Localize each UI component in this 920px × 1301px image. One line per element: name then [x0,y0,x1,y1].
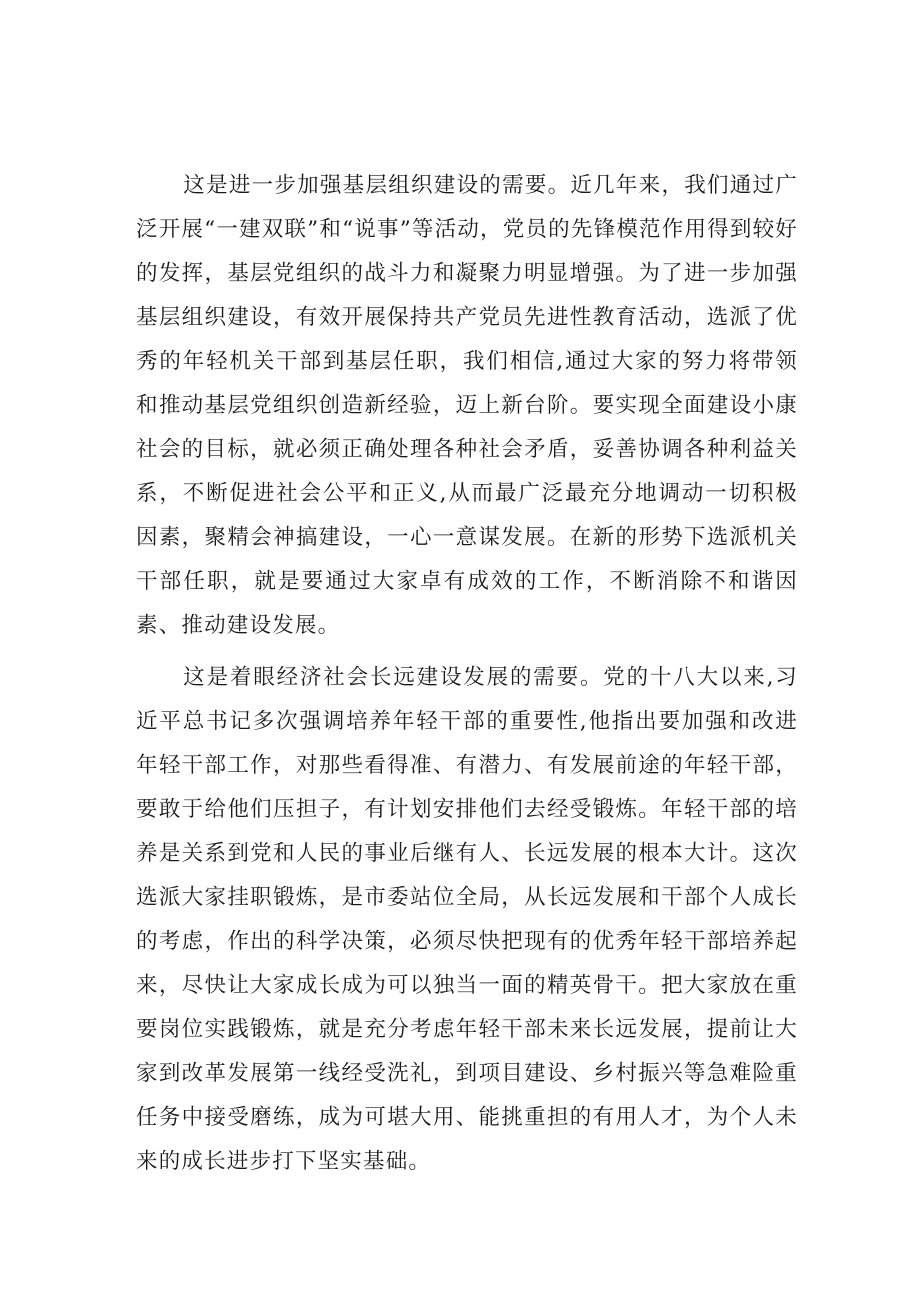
paragraph-2: 这是着眼经济社会长远建设发展的需要。党的十八大以来,习近平总书记多次强调培养年轻干部的重要性,他指出要加强和改进年轻干部工作，对那些看得准、有潜力、有发展前途的年轻干部，要敢于给他们压担子，有计划安排他们去经受锻炼。年轻干部的培养是关系到党和人民的事业后继有人、长远发展的根本大计。这次选派大家挂职锻炼，是市委站位全局，从长远发展和干部个人成长的考虑，作出的科学决策，必须尽快把现有的优秀年轻干部培养起来，尽快让大家成长成为可以独当一面的精英骨干。把大家放在重要岗位实践锻炼，就是充分考虑年轻干部未来长远发展，提前让大家到改革发展第一线经受洗礼，到项目建设、乡村振兴等急难险重任务中接受磨练，成为可堪大用、能挑重担的有用人才，为个人未来的成长进步打下坚实基础。 [136,665,798,1174]
paragraph-1: 这是进一步加强基层组织建设的需要。近几年来，我们通过广泛开展“一建双联”和“说事”等活动，党员的先锋模范作用得到较好的发挥，基层党组织的战斗力和凝聚力明显增强。为了进一步加强基层组织建设，有效开展保持共产党员先进性教育活动，选派了优秀的年轻机关干部到基层任职，我们相信,通过大家的努力将带领和推动基层党组织创造新经验，迈上新台阶。要实现全面建设小康社会的目标，就必须正确处理各种社会矛盾，妥善协调各种利益关系，不断促进社会公平和正义,从而最广泛最充分地调动一切积极因素，聚精会神搞建设，一心一意谋发展。在新的形势下选派机关干部任职，就是要通过大家卓有成效的工作，不断消除不和谐因素、推动建设发展。 [136,173,798,638]
document-body [136,164,798,1192]
